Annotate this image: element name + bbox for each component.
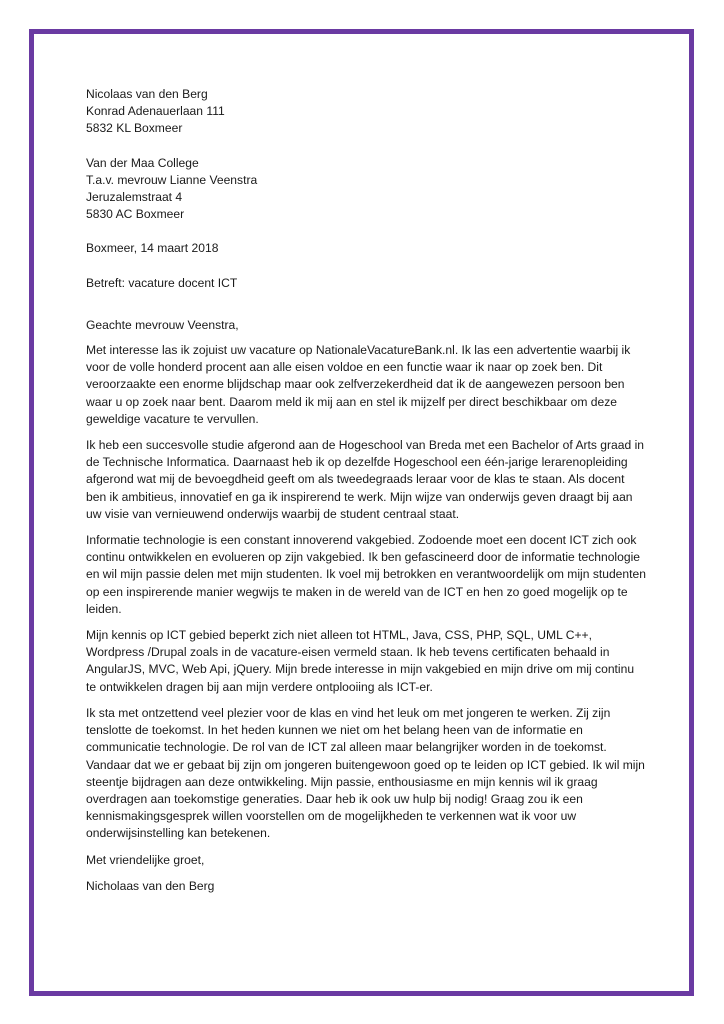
recipient-organization: Van der Maa College — [86, 155, 199, 170]
salutation: Geachte mevrouw Veenstra, — [86, 317, 239, 332]
letter-subject: Betreft: vacature docent ICT — [86, 275, 238, 290]
recipient-attention: T.a.v. mevrouw Lianne Veenstra — [86, 172, 258, 187]
recipient-address — [86, 155, 646, 224]
paragraph: Ik sta met ontzettend veel plezier voor de klas en vind het leuk om met jongeren te werken. Zij zijn tenslotte de toekomst. In het heden kunnen we niet om het belang heen van de informatie en communicatie technologie. De rol van de ICT zal alleen maar belangrijker worden in de toekomst. Vandaar dat we er gebaat bij zijn om jongeren buitengewoon goed op te leiden op ICT gebied. Ik wil mijn steentje bijdragen aan deze ontwikkeling. Mijn passie, enthousiasme en mijn kennis wil ik graag overdragen aan toekomstige generaties. Daar heb ik ook uw hulp bij nodig! Graag zou ik een kennismakingsgesprek willen voorstellen om de mogelijkheden te verkennen wat ik voor uw onderwijsinstelling kan betekenen. — [86, 705, 645, 841]
sender-address — [86, 86, 646, 138]
sender-street: Konrad Adenauerlaan 111 — [86, 104, 225, 119]
paragraph: Ik heb een succesvolle studie afgerond aan de Hogeschool van Breda met een Bachelor of Arts graad in de Technische Informatica. Daarnaast heb ik op dezelfde Hogeschool een één-jarige lerarenopleiding afgerond wat mij de bevoegdheid geeft om als tweedegraads leraar voor de klas te staan. Als docent ben ik ambitieus, innovatief en ga ik inspirerend te werk. Mijn wijze van onderwijs geven draagt bij aan uw visie van vernieuwend onderwijs waarbij de student centraal staat. — [86, 438, 645, 521]
closing: Met vriendelijke groet, — [86, 852, 205, 867]
letter-body — [86, 86, 646, 895]
paragraph: Met interesse las ik zojuist uw vacature op NationaleVacatureBank.nl. Ik las een advertentie waarbij ik voor de volle honderd procent aan alle eisen voldoe en een functie waar ik naar op zoek ben. Dit veroorzaakte een enorme blijdschap maar ook zelfverzekerdheid dat ik de aangewezen persoon ben waar u op zoek naar bent. Daarom meld ik mij aan en stel ik mijzelf per direct beschikbaar om deze geweldige vacature te vervullen. — [86, 343, 631, 426]
signature-name: Nicholaas van den Berg — [86, 878, 215, 893]
recipient-street: Jeruzalemstraat 4 — [86, 190, 183, 205]
recipient-city: 5830 AC Boxmeer — [86, 207, 185, 222]
paragraph: Informatie technologie is een constant innoverend vakgebied. Zodoende moet een docent ICT zich ook continu ontwikkelen en evolueren op zijn vakgebied. Ik ben gefascineerd door de informatie technologie en wil mijn passie delen met mijn studenten. Ik voel mij betrokken en verantwoordelijk om mijn studenten op een inspirerende manier wegwijs te maken in de wereld van de ICT en hen zo goed mogelijk op te leiden. — [86, 533, 646, 616]
letter-date: Boxmeer, 14 maart 2018 — [86, 241, 219, 256]
sender-name: Nicolaas van den Berg — [86, 87, 208, 101]
sender-city: 5832 KL Boxmeer — [86, 121, 183, 136]
paragraph: Mijn kennis op ICT gebied beperkt zich niet alleen tot HTML, Java, CSS, PHP, SQL, UML C++, Wordpress /Drupal zoals in de vacature-eisen vermeld staan. Ik heb tevens certificaten behaald in AngularJS, MVC, Web Api, jQuery. Mijn brede interesse in mijn vakgebied en mijn drive om mij continu te ontwikkelen dragen bij aan mijn verdere ontplooiing als ICT-er. — [86, 628, 635, 694]
